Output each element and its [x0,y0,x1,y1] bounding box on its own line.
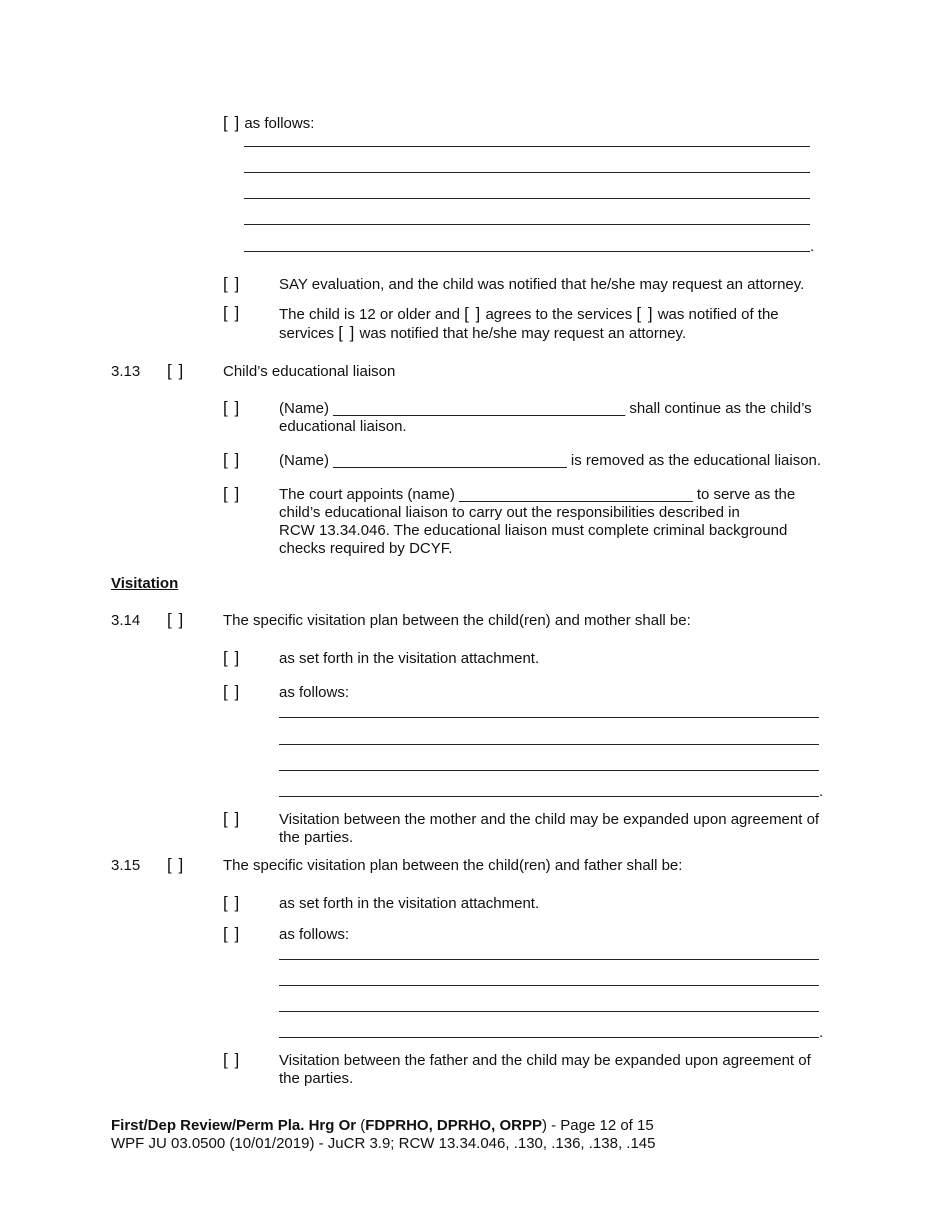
visitation-heading: Visitation [111,575,179,592]
say-checkbox[interactable]: [ ] [223,274,241,293]
say-text: SAY evaluation, and the child was notified that he/she may request an attorney. [279,276,805,293]
age-twelve-checkbox[interactable]: [ ] [223,303,241,322]
section-title: Child’s educational liaison [223,363,396,380]
section-checkbox[interactable]: [ ] [167,610,185,629]
father-attachment-checkbox[interactable]: [ ] [223,893,241,912]
mother-expand-line1: Visitation between the mother and the child may be expanded upon agreement of [279,811,820,828]
notified-services-checkbox[interactable]: [ ] [636,304,654,323]
blank-line[interactable] [244,198,810,199]
section-number: 3.15 [111,857,141,874]
liaison-appoint-line2: child’s educational liaison to carry out the responsibilities described in [279,504,740,521]
blank-line[interactable] [279,744,819,745]
father-expand-checkbox[interactable]: [ ] [223,1050,241,1069]
blank-line[interactable] [279,1011,819,1012]
footer-form-citation: WPF JU 03.0500 (10/01/2019) - JuCR 3.9; RCW 13.34.046, .130, .136, .138, .145 [111,1135,656,1152]
mother-expand-checkbox[interactable]: [ ] [223,809,241,828]
section-checkbox[interactable]: [ ] [167,855,185,874]
section-number: 3.14 [111,612,141,629]
section-title: The specific visitation plan between the child(ren) and mother shall be: [223,612,691,629]
blank-line[interactable] [279,796,819,797]
line-end-period: . [819,783,824,800]
liaison-continue-checkbox[interactable]: [ ] [223,398,241,417]
liaison-continue-line1: (Name) ___________________________________ shall continue as the child’s [279,400,812,417]
as-follows-label: as follows: [244,115,315,132]
liaison-appoint-line3: RCW 13.34.046. The educational liaison must complete criminal background [279,522,788,539]
mother-attachment-text: as set forth in the visitation attachment. [279,650,540,667]
mother-attachment-checkbox[interactable]: [ ] [223,648,241,667]
father-expand-line2: the parties. [279,1070,354,1087]
mother-expand-line2: the parties. [279,829,354,846]
mother-as-follows-checkbox[interactable]: [ ] [223,682,241,701]
section-title: The specific visitation plan between the child(ren) and father shall be: [223,857,683,874]
section-checkbox[interactable]: [ ] [167,361,185,380]
age-twelve-line2: services [ ] was notified that he/she may request an attorney. [279,323,687,342]
liaison-removed-text: (Name) ____________________________ is removed as the educational liaison. [279,452,822,469]
father-expand-line1: Visitation between the father and the child may be expanded upon agreement of [279,1052,811,1069]
liaison-continue-line2: educational liaison. [279,418,407,435]
section-number: 3.13 [111,363,141,380]
father-as-follows-checkbox[interactable]: [ ] [223,924,241,943]
liaison-appoint-line1: The court appoints (name) ____________________________ to serve as the [279,486,796,503]
blank-line[interactable] [279,959,819,960]
blank-line[interactable] [244,251,810,252]
blank-line[interactable] [279,985,819,986]
blank-line[interactable] [244,172,810,173]
blank-line[interactable] [279,717,819,718]
notified-attorney-checkbox[interactable]: [ ] [338,323,356,342]
line-end-period: . [810,238,815,255]
line-end-period: . [819,1024,824,1041]
top-as-follows [223,114,314,133]
father-attachment-text: as set forth in the visitation attachment. [279,895,540,912]
liaison-removed-checkbox[interactable]: [ ] [223,450,241,469]
father-as-follows-text: as follows: [279,926,350,943]
blank-line[interactable] [279,1037,819,1038]
blank-line[interactable] [279,770,819,771]
liaison-appoint-checkbox[interactable]: [ ] [223,484,241,503]
agrees-checkbox[interactable]: [ ] [464,304,482,323]
footer-form-title: First/Dep Review/Perm Pla. Hrg Or (FDPRHO, DPRHO, ORPP) - Page 12 of 15 [111,1117,654,1134]
liaison-appoint-line4: checks required by DCYF. [279,540,453,557]
blank-line[interactable] [244,224,810,225]
blank-line[interactable] [244,146,810,147]
checkbox[interactable]: [ ] [223,113,241,132]
age-twelve-line1: The child is 12 or older and [ ] agrees to the services [ ] was notified of the [279,304,779,323]
mother-as-follows-text: as follows: [279,684,350,701]
